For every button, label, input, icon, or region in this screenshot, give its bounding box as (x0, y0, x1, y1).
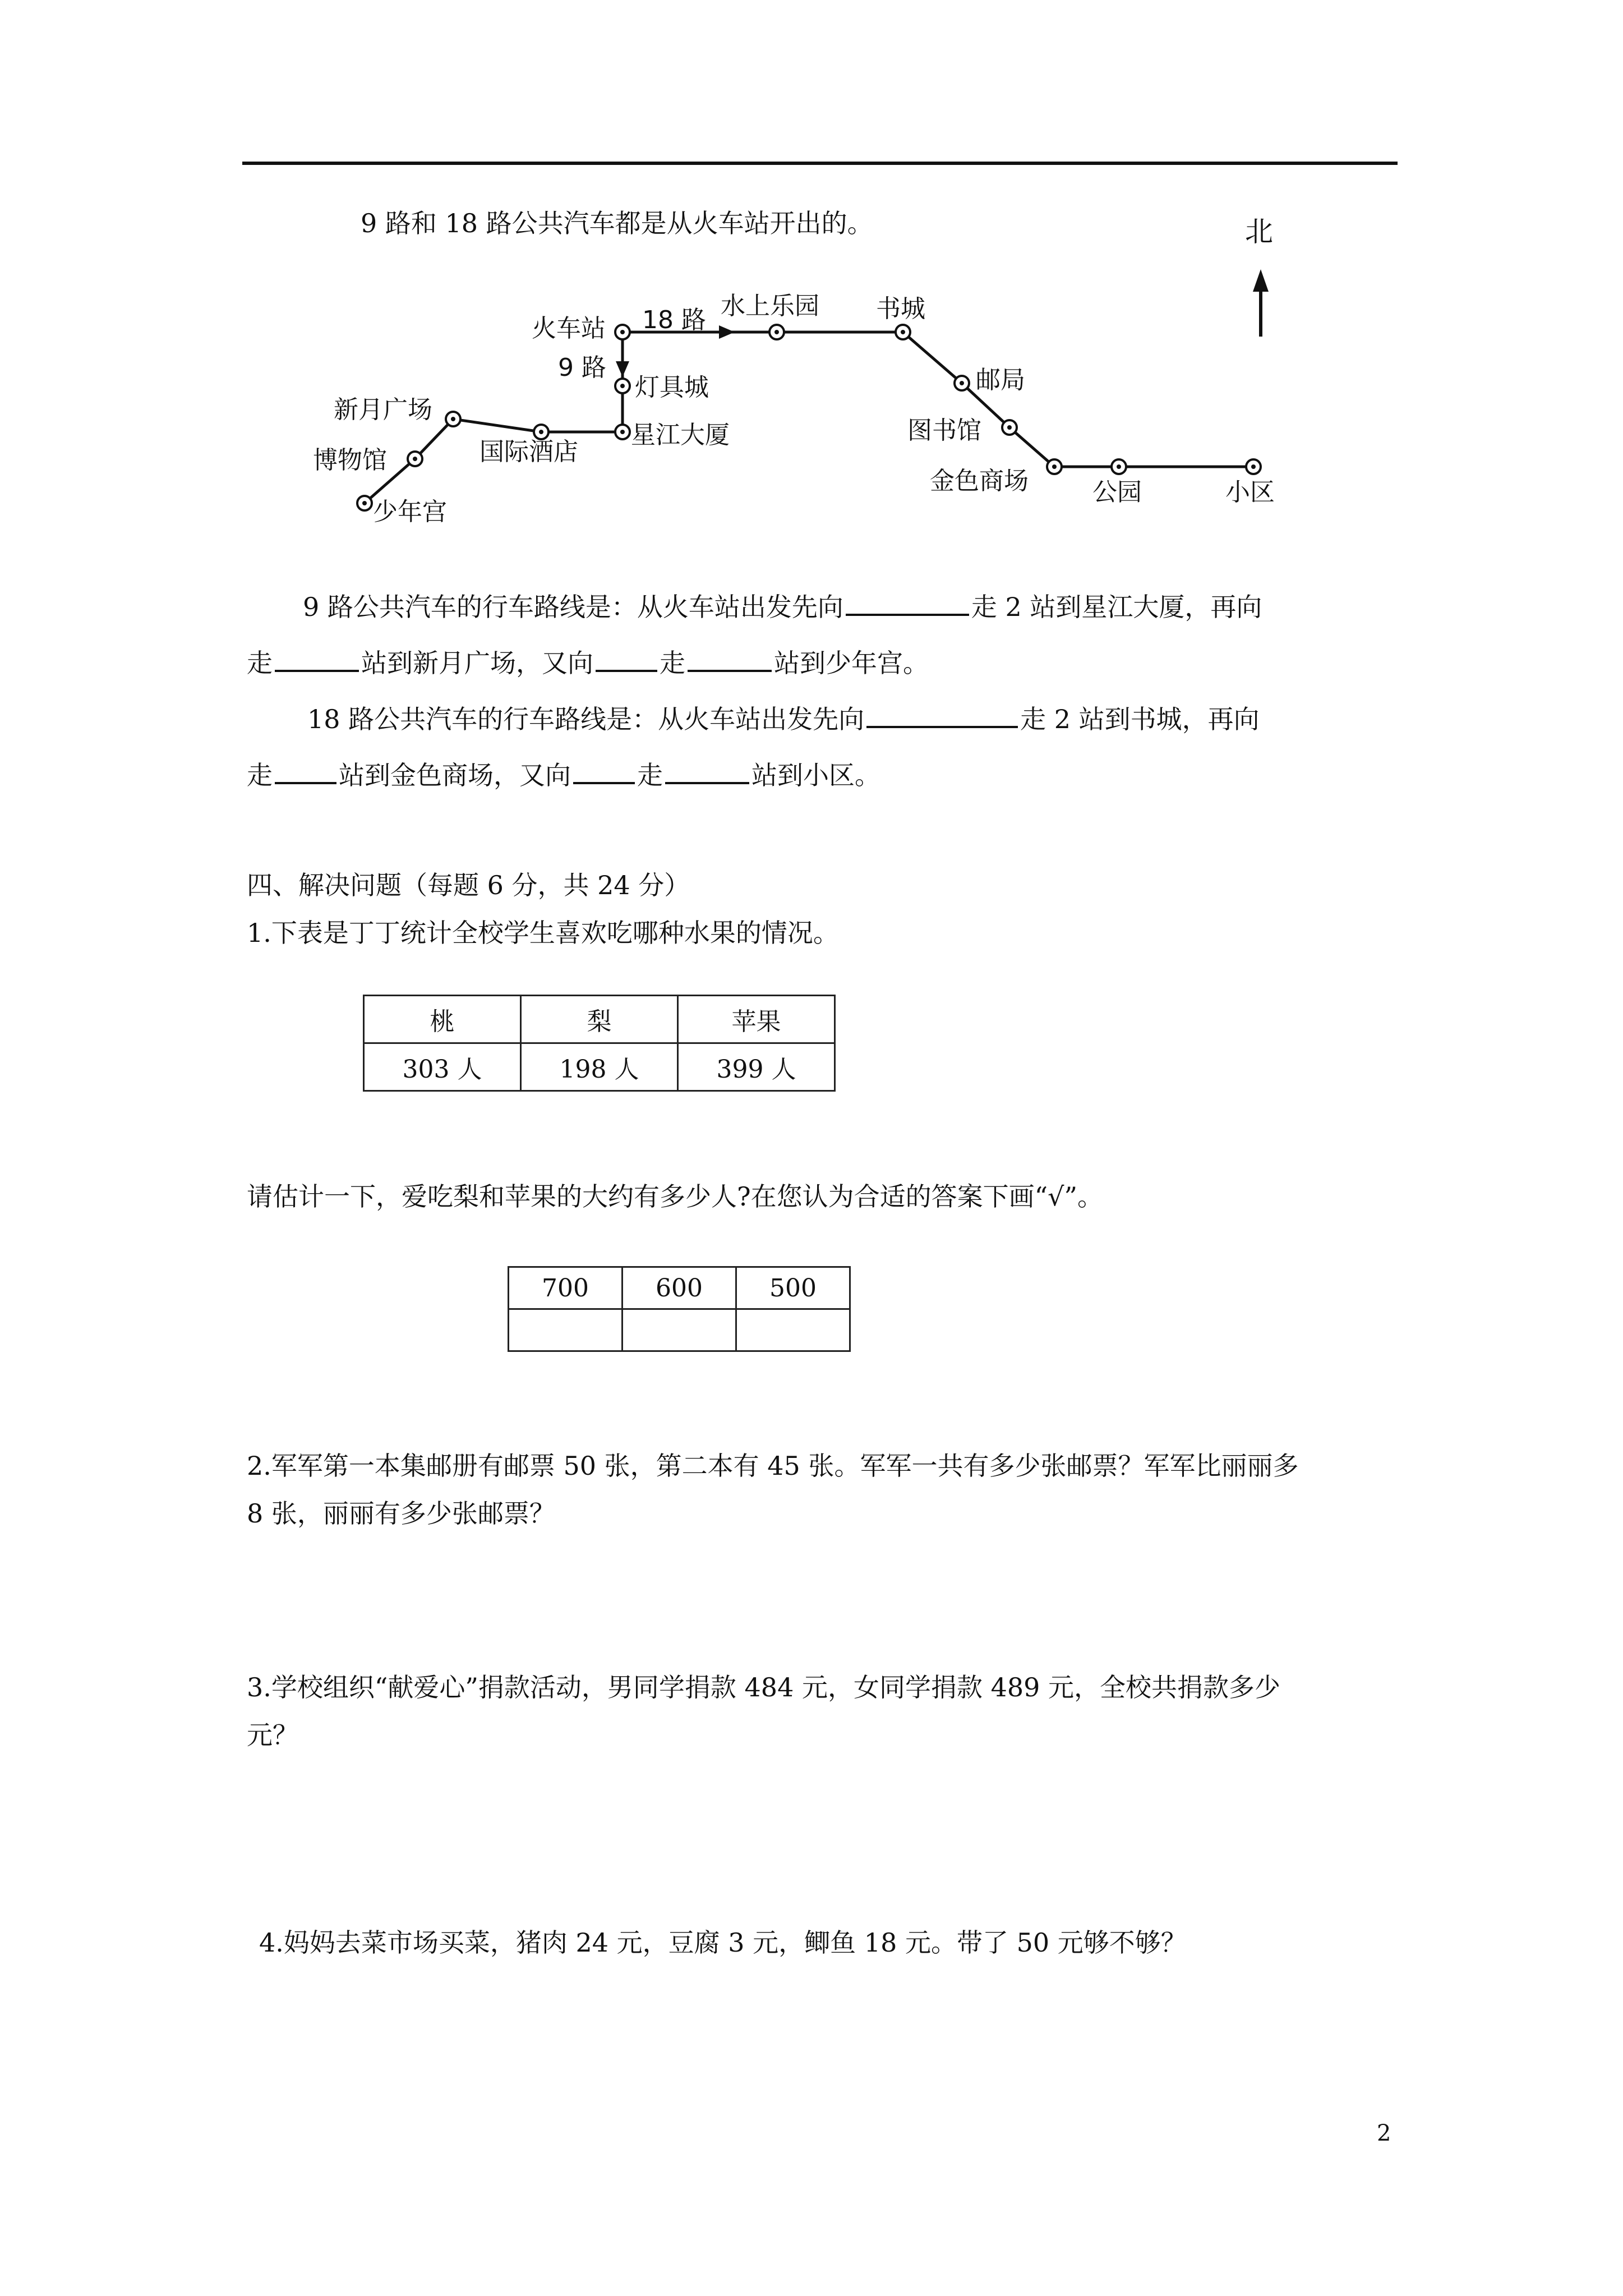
fruit-table-header-row (364, 996, 835, 1043)
label-route9: 9 路 (558, 353, 606, 382)
label-train-station: 火车站 (532, 314, 606, 343)
route9-text-2a: 走 (247, 648, 273, 678)
route18-blank-2[interactable] (275, 757, 336, 784)
label-post-office: 邮局 (976, 366, 1025, 394)
route18-arrowhead-icon (719, 325, 735, 339)
intro-text: 9 路和 18 路公共汽车都是从火车站开出的。 (361, 208, 873, 238)
station-dot-museum (408, 452, 422, 466)
page-number: 2 (1377, 2120, 1391, 2146)
station-dot-train-station (615, 325, 630, 339)
route18-text-2b: 站到金色商场，又向 (339, 760, 571, 790)
station-dot-post-office (955, 376, 969, 390)
route9-text-2c: 走 (660, 648, 685, 678)
label-book-city: 书城 (876, 295, 925, 323)
q2-line2: 8 张，丽丽有多少张邮票？ (247, 1498, 555, 1529)
north-label: 北 (1245, 215, 1273, 248)
fruit-value-pear: 198 人 (521, 1043, 678, 1091)
estimate-options-row (509, 1267, 850, 1309)
route18-text-2d: 站到小区。 (751, 760, 880, 790)
station-dot-community (1246, 459, 1261, 474)
route9-blank-3[interactable] (596, 645, 657, 672)
route9-line1 (303, 589, 1262, 620)
route18-text-1a: 18 路公共汽车的行车路线是：从火车站出发先向 (307, 704, 865, 734)
q4-text: 4.妈妈去菜市场买菜，猪肉 24 元，豆腐 3 元，鲫鱼 18 元。带了 50 元够不够？ (259, 1927, 1187, 1958)
q1-estimate-text: 请估计一下，爱吃梨和苹果的大约有多少人?在您认为合适的答案下画“√”。 (247, 1181, 1104, 1212)
label-lamp-city: 灯具城 (635, 373, 709, 402)
route18-text-2a: 走 (247, 760, 273, 790)
route18-line2 (247, 757, 880, 788)
route18-blank-4[interactable] (665, 757, 749, 784)
label-xingjiang-building: 星江大厦 (631, 421, 730, 449)
label-park: 公园 (1092, 478, 1142, 507)
fruit-table-value-row (364, 1043, 835, 1091)
estimate-table (508, 1266, 851, 1352)
fruit-header-pear: 梨 (521, 996, 678, 1043)
estimate-answer-700[interactable] (509, 1309, 623, 1351)
q1-text: 1.下表是丁丁统计全校学生喜欢吃哪种水果的情况。 (247, 918, 839, 948)
estimate-answer-500[interactable] (736, 1309, 850, 1351)
q3-line2: 元？ (247, 1720, 298, 1750)
route18-text-1b: 走 2 站到书城，再向 (1020, 704, 1260, 734)
label-xinyue-square: 新月广场 (334, 395, 432, 424)
estimate-answer-row (509, 1309, 850, 1351)
route9-line2 (247, 645, 929, 676)
station-dot-library (1002, 420, 1017, 435)
station-dot-lamp-city (615, 379, 630, 393)
route9-blank-4[interactable] (688, 645, 772, 672)
estimate-option-500: 500 (736, 1267, 850, 1309)
estimate-option-600: 600 (623, 1267, 736, 1309)
route18-blank-3[interactable] (573, 757, 635, 784)
station-dot-youth-palace (357, 496, 372, 510)
label-library: 图书馆 (907, 416, 981, 445)
q2-line1: 2.军军第一本集邮册有邮票 50 张，第二本有 45 张。军军一共有多少张邮票？军军比丽丽多 (247, 1451, 1299, 1481)
route9-text-2b: 站到新月广场，又向 (361, 648, 593, 678)
route9-text-2d: 站到少年宫。 (774, 648, 929, 678)
station-dot-xingjiang-building (615, 425, 630, 439)
q3-line1: 3.学校组织“献爱心”捐款活动，男同学捐款 484 元，女同学捐款 489 元，全校共捐款多少 (247, 1672, 1281, 1703)
station-dot-water-park (769, 325, 784, 339)
route9-blank-2[interactable] (275, 645, 359, 672)
route9-text-1a: 9 路公共汽车的行车路线是：从火车站出发先向 (303, 592, 843, 622)
label-water-park: 水上乐园 (721, 292, 819, 320)
north-arrow-icon (1253, 269, 1269, 292)
station-dot-park (1112, 459, 1126, 474)
estimate-option-700: 700 (509, 1267, 623, 1309)
label-youth-palace: 少年宫 (373, 498, 447, 526)
section4-title: 四、解决问题（每题 6 分，共 24 分） (247, 870, 690, 900)
route18-text-2c: 走 (637, 760, 663, 790)
fruit-value-peach: 303 人 (364, 1043, 521, 1091)
fruit-table (363, 995, 836, 1092)
route9-text-1b: 走 2 站到星江大厦，再向 (971, 592, 1262, 622)
label-museum: 博物馆 (313, 446, 387, 475)
station-dot-book-city (896, 325, 910, 339)
label-community: 小区 (1225, 478, 1275, 507)
label-intl-hotel: 国际酒店 (479, 438, 578, 466)
route18-blank-1[interactable] (866, 701, 1018, 728)
fruit-header-apple: 苹果 (678, 996, 835, 1043)
bus-route-map (0, 0, 1623, 561)
label-golden-mall: 金色商场 (930, 467, 1029, 495)
estimate-answer-600[interactable] (623, 1309, 736, 1351)
route18-line1 (307, 701, 1260, 732)
route9-arrowhead-icon (616, 361, 629, 377)
fruit-value-apple: 399 人 (678, 1043, 835, 1091)
station-dot-xinyue-square (446, 412, 460, 426)
fruit-header-peach: 桃 (364, 996, 521, 1043)
station-dot-golden-mall (1047, 459, 1062, 474)
label-route18: 18 路 (642, 306, 706, 334)
route9-blank-1[interactable] (846, 589, 969, 616)
